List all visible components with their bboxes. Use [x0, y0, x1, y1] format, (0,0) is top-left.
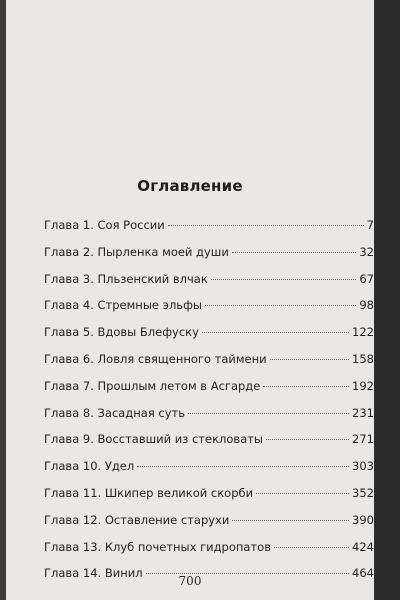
toc-entry-page: 464: [352, 566, 374, 581]
toc-entry-page: 390: [352, 512, 374, 527]
toc-entry-page: 271: [352, 432, 374, 447]
toc-entry-1: [44, 218, 374, 245]
toc-dot-leader: [266, 439, 349, 440]
toc-dot-leader: [232, 252, 357, 253]
toc-entry-11: [44, 486, 374, 513]
toc-entry-label: Глава 14. Винил: [44, 566, 143, 581]
toc-entry-page: 7: [366, 218, 374, 232]
toc-entry-5: [44, 325, 374, 352]
toc-entry-label: Глава 5. Вдовы Блефуску: [44, 325, 199, 340]
page-number: 700: [178, 574, 202, 588]
toc-dot-leader: [270, 359, 349, 360]
toc-entry-label: Глава 3. Пльзенский влчак: [44, 271, 208, 286]
toc-entry-12: [44, 513, 374, 540]
toc-entry-page: 98: [359, 298, 374, 313]
book-page: [6, 0, 374, 600]
toc-entry-8: [44, 406, 374, 433]
toc-entry-label: Глава 10. Удел: [44, 459, 135, 474]
toc-entry-9: [44, 432, 374, 459]
toc-dot-leader: [232, 520, 349, 521]
toc-entry-label: Глава 12. Оставление старухи: [44, 512, 230, 527]
toc-entry-page: 424: [352, 539, 374, 554]
toc-entry-label: Глава 1. Соя России: [44, 218, 165, 232]
toc-entry-page: 32: [359, 244, 374, 259]
toc-dot-leader: [256, 493, 349, 494]
toc-dot-leader: [205, 305, 356, 306]
toc-entry-2: [44, 245, 374, 272]
toc-list: [44, 218, 374, 593]
toc-dot-leader: [263, 386, 349, 387]
toc-entry-label: Глава 13. Клуб почетных гидропатов: [44, 539, 271, 554]
toc-entry-page: 192: [352, 378, 374, 393]
book-spine-edge: [374, 0, 400, 600]
toc-entry-label: Глава 6. Ловля священного таймени: [44, 351, 267, 366]
toc-dot-leader: [168, 225, 364, 226]
toc-entry-page: 231: [352, 405, 374, 420]
toc-entry-page: 158: [352, 351, 374, 366]
toc-entry-7: [44, 379, 374, 406]
toc-entry-6: [44, 352, 374, 379]
toc-entry-label: Глава 9. Восставший из стекловаты: [44, 432, 264, 447]
toc-entry-4: [44, 298, 374, 325]
toc-entry-10: [44, 459, 374, 486]
toc-title: Оглавление: [137, 177, 243, 195]
toc-entry-label: Глава 4. Стремные эльфы: [44, 298, 202, 313]
toc-entry-page: 122: [352, 325, 374, 340]
toc-entry-page: 67: [359, 271, 374, 286]
toc-dot-leader: [274, 547, 349, 548]
toc-dot-leader: [188, 413, 349, 414]
toc-entry-13: [44, 540, 374, 567]
toc-dot-leader: [211, 279, 357, 280]
toc-entry-label: Глава 7. Прошлым летом в Асгарде: [44, 378, 261, 393]
toc-entry-label: Глава 2. Пырленка моей души: [44, 244, 229, 259]
toc-entry-3: [44, 272, 374, 299]
toc-entry-label: Глава 11. Шкипер великой скорби: [44, 485, 254, 500]
toc-entry-page: 303: [352, 459, 374, 474]
toc-entry-label: Глава 8. Засадная суть: [44, 405, 186, 420]
toc-dot-leader: [137, 466, 349, 467]
toc-dot-leader: [202, 332, 349, 333]
toc-entry-page: 352: [352, 485, 374, 500]
